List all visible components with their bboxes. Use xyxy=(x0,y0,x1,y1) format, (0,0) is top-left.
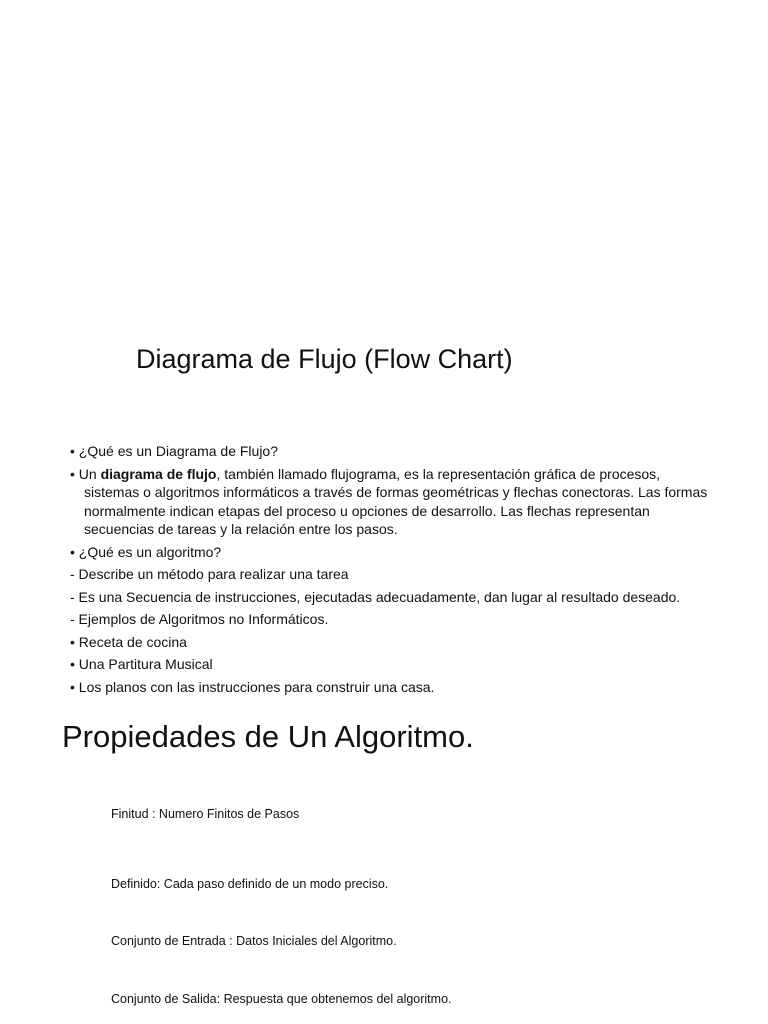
page-title: Diagrama de Flujo (Flow Chart) xyxy=(136,344,513,374)
definition-body: , también llamado flujograma, es la representación gráfica de procesos, sistemas o algoritmos informáticos a través de formas geométricas y flechas conectoras. Las formas normalmente indican etapas del proceso u opciones de desarrollo. Las flechas representan secuencias de tareas y la relación entre los pasos. xyxy=(84,465,708,537)
question-algorithm: • ¿Qué es un algoritmo? xyxy=(70,543,222,560)
flowchart-definition xyxy=(70,465,710,539)
example-house-plans: • Los planos con las instrucciones para construir una casa. xyxy=(70,678,435,695)
algorithm-describe-line: - Describe un método para realizar una tarea xyxy=(70,566,349,582)
algorithm-sequence-line: - Es una Secuencia de instrucciones, ejecutadas adecuadamente, dan lugar al resultado deseado. xyxy=(70,588,681,605)
intro-text-block xyxy=(70,442,710,700)
algorithm-examples-line: - Ejemplos de Algoritmos no Informáticos. xyxy=(70,611,329,627)
question-flowchart: • ¿Qué es un Diagrama de Flujo? xyxy=(70,443,279,459)
definition-term: diagrama de flujo xyxy=(100,465,217,482)
example-musical-score: • Una Partitura Musical xyxy=(70,656,213,672)
property-definido: Definido: Cada paso definido de un modo preciso. xyxy=(111,877,389,891)
example-recipe: • Receta de cocina xyxy=(70,633,187,650)
definition-prefix: • Un xyxy=(70,465,101,482)
property-entrada: Conjunto de Entrada : Datos Iniciales del Algoritmo. xyxy=(111,934,397,948)
property-salida: Conjunto de Salida: Respuesta que obtenemos del algoritmo. xyxy=(111,992,452,1006)
properties-heading: Propiedades de Un Algoritmo. xyxy=(62,719,474,754)
property-finitud: Finitud : Numero Finitos de Pasos xyxy=(111,807,300,821)
